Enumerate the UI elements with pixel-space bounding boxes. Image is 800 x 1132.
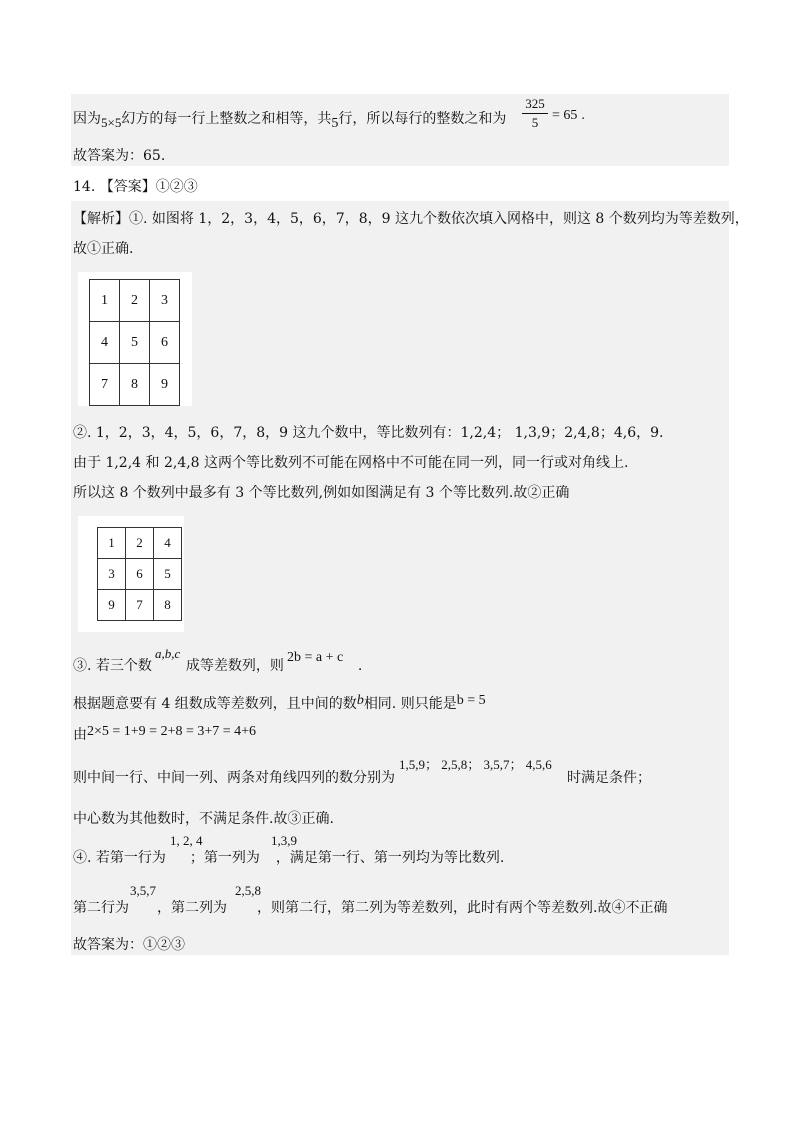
figure-2-cell: 2 [126,528,154,559]
q14-part2-line3: 所以这 8 个数列中最多有 3 个等比数列,例如如图满足有 3 个等比数列.故②正确 [73,485,570,501]
q14-part1-line1: 【解析】①. 如图将 1，2，3，4，5，6，7，8，9 这九个数依次填入网格中，则这 8 个数列均为等差数列， [73,211,749,227]
q14-part3-text-b: 成等差数列，则 [185,658,284,674]
q13-fraction-bar [522,113,548,114]
q13-period: . [581,108,585,123]
q14-part3-line2 [73,695,486,714]
q13-fraction-numerator: 325 [525,96,545,111]
q14-part4-col2: 2,5,8 [235,883,261,898]
figure-2-cell: 7 [126,590,154,621]
solution-13-background [71,94,729,166]
q14-part2-line2: 由于 1,2,4 和 2,4,8 这两个等比数列不可能在网格中不可能在同一列，同一行或对角线上. [73,455,629,471]
figure-2-cell: 3 [98,559,126,590]
figure-2-grid [97,527,182,621]
q14-header: 14. 【答案】①②③ [73,179,198,195]
q13-text-a: 因为 [73,111,101,127]
figure-1-cell: 6 [150,322,180,364]
q14-part4-row2: 3,5,7 [130,883,156,898]
figure-1-cell: 4 [90,322,120,364]
q14-part3-line4-b: 时满足条件； [567,770,651,786]
figure-1-row [90,280,180,322]
q13-text-e: 行，所以每行的整数之和为 [338,111,507,127]
figure-1-cell: 3 [150,280,180,322]
q14-part4-line2 [73,899,667,917]
q14-part4-col1: 1,3,9 [271,833,297,848]
q14-part3-abc: a,b,c [155,646,181,661]
q14-part3-line2-c: 相同. 则只能是 [363,696,457,712]
figure-2-row [98,559,182,590]
q14-part3-line5: 中心数为其他数时，不满足条件.故③正确. [73,811,334,827]
q13-fraction-denominator: 5 [531,115,539,130]
q14-part4-text-b: ；第一列为 [189,850,260,866]
figure-1-row [90,322,180,364]
q14-part3-line3-a: 由 [73,727,87,743]
q14-part4-text-c: ，满足第一行、第一列均为等比数列. [275,850,505,866]
q14-part4-row1: 1, 2, 4 [170,833,203,848]
figure-2-cell: 5 [154,559,182,590]
figure-2-cell: 8 [154,590,182,621]
q14-part4-line2-c: ，则第二行，第二列为等差数列，此时有两个等差数列.故④不正确 [257,900,668,916]
q14-part3-sum-equation: 2×5 = 1+9 = 2+8 = 3+7 = 4+6 [87,724,257,739]
q13-math-5x5: 5×5 [101,115,122,130]
q14-part3-b-var: b [356,693,364,708]
figure-1-cell: 2 [120,280,150,322]
q14-part4-text-a: ④. 若第一行为 [73,850,166,866]
figure-1-row [90,364,180,406]
q14-part4-line2-b: ，第二列为 [157,900,227,916]
figure-2-row [98,528,182,559]
q14-part3-b-eq: b = 5 [456,693,486,708]
q13-line1 [73,110,506,129]
q14-part4-line1 [73,849,504,867]
q13-fraction-result [552,107,585,125]
q14-part3-line3 [73,726,256,745]
q13-text-c: 幻方的每一行上整数之和相等，共 [121,111,332,127]
q14-part4-line2-a: 第二行为 [73,900,129,916]
q14-part3-line4-sets: 1,5,9； 2,5,8； 3,5,7； 4,5,6 [399,757,552,772]
q14-answer: 故答案为：①②③ [73,937,185,953]
q13-math-5: 5 [331,116,339,131]
figure-1-cell: 9 [150,364,180,406]
q14-part3-line4-a: 则中间一行、中间一列、两条对角线四列的数分别为 [73,770,395,786]
q13-result-value: = 65 [552,108,578,123]
figure-2-row [98,590,182,621]
q14-part3-text-a: ③. 若三个数 [73,658,152,674]
q14-part3-end: . [357,658,363,674]
figure-1-cell: 5 [120,322,150,364]
figure-2-cell: 9 [98,590,126,621]
q14-part3-equation: 2b = a + c [287,650,344,665]
q13-fraction [522,96,548,131]
figure-2-cell: 4 [154,528,182,559]
q14-part2-line1: ②. 1，2，3，4，5，6，7，8，9 这九个数中，等比数列有：1,2,4； 1,3,9；2,4,8；4,6，9. [73,425,664,441]
figure-2-cell: 6 [126,559,154,590]
q14-part3-line4 [73,769,395,787]
figure-1-cell: 8 [120,364,150,406]
q14-part3-line2-a: 根据题意要有 4 组数成等差数列，且中间的数 [73,696,357,712]
figure-1-cell: 7 [90,364,120,406]
q13-answer: 故答案为：65. [73,148,166,164]
figure-1-cell: 1 [90,280,120,322]
figure-2-cell: 1 [98,528,126,559]
figure-1-grid [89,279,180,406]
q14-part1-line2: 故①正确. [73,241,134,257]
